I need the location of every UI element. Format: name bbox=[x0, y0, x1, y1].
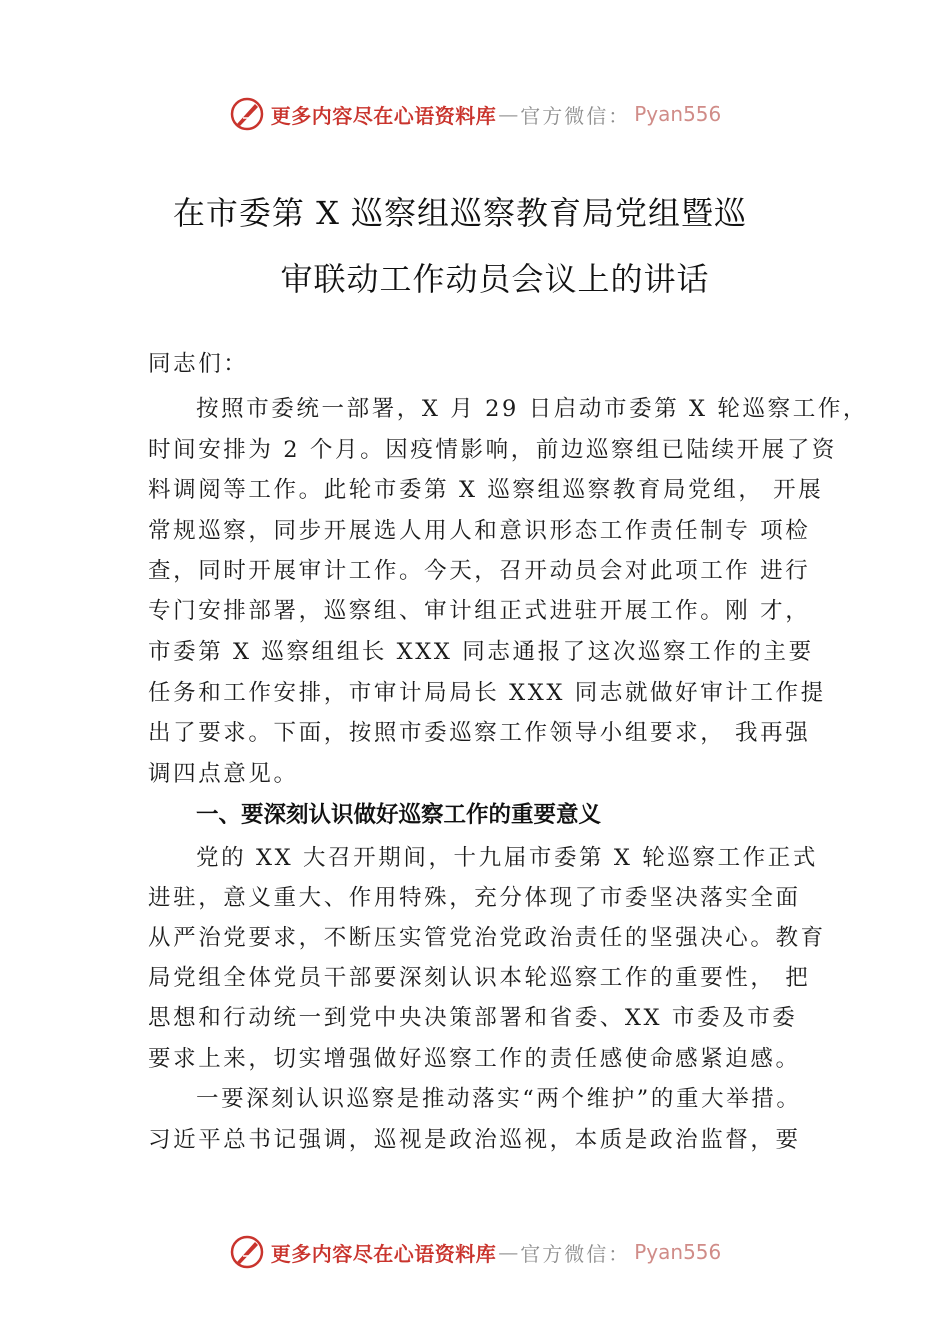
paragraph-line: 思想和行动统一到党中央决策部署和省委、XX 市委及市委 bbox=[148, 1005, 798, 1031]
quill-pen-circle-icon bbox=[229, 96, 265, 132]
footer-watermark bbox=[0, 1232, 950, 1272]
paragraph-line: 局党组全体党员干部要深刻认识本轮巡察工作的重要性， 把 bbox=[148, 965, 811, 991]
paragraph-line: 调四点意见。 bbox=[148, 761, 299, 787]
header-watermark bbox=[0, 94, 950, 134]
document-title-line-2: 审联动工作动员会议上的讲话 bbox=[280, 260, 710, 298]
paragraph-line: 要求上来，切实增强做好巡察工作的责任感使命感紧迫感。 bbox=[148, 1046, 801, 1072]
paragraph-line: 专门安排部署，巡察组、审计组正式进驻开展工作。刚 才， bbox=[148, 598, 811, 624]
document-title-line-1: 在市委第 X 巡察组巡察教育局党组暨巡 bbox=[172, 194, 748, 232]
paragraph-line: 按照市委统一部署，X 月 29 日启动市委第 X 轮巡察工作， bbox=[196, 396, 869, 422]
paragraph-line: 党的 XX 大召开期间，十九届市委第 X 轮巡察工作正式 bbox=[196, 845, 818, 871]
paragraph-line: 查，同时开展审计工作。今天，召开动员会对此项工作 进行 bbox=[148, 558, 811, 584]
watermark-site-text: 更多内容尽在心语资料库 bbox=[270, 1241, 497, 1266]
paragraph-line: 一要深刻认识巡察是推动落实“两个维护”的重大举措。 bbox=[196, 1086, 802, 1112]
paragraph-line: 进驻，意义重大、作用特殊，充分体现了市委坚决落实全面 bbox=[148, 885, 801, 911]
watermark-label: 官方微信： bbox=[520, 1241, 631, 1266]
watermark-separator: — bbox=[498, 102, 519, 126]
paragraph-line: 习近平总书记强调，巡视是政治巡视，本质是政治监督，要 bbox=[148, 1127, 801, 1153]
watermark-wechat-id: Pyan556 bbox=[634, 102, 722, 126]
quill-pen-circle-icon bbox=[229, 1234, 265, 1270]
paragraph-line: 任务和工作安排，市审计局局长 XXX 同志就做好审计工作提 bbox=[148, 680, 826, 706]
salutation: 同志们： bbox=[148, 351, 249, 377]
paragraph-line: 料调阅等工作。此轮市委第 X 巡察组巡察教育局党组， 开展 bbox=[148, 477, 824, 503]
watermark-wechat-id: Pyan556 bbox=[634, 1240, 722, 1264]
watermark-label: 官方微信： bbox=[520, 103, 631, 128]
paragraph-line: 出了要求。下面，按照市委巡察工作领导小组要求， 我再强 bbox=[148, 720, 811, 746]
watermark-site-text: 更多内容尽在心语资料库 bbox=[270, 103, 497, 128]
section-heading-1: 一、要深刻认识做好巡察工作的重要意义 bbox=[196, 802, 602, 828]
paragraph-line: 时间安排为 2 个月。因疫情影响，前边巡察组已陆续开展了资 bbox=[148, 437, 838, 463]
paragraph-line: 从严治党要求，不断压实管党治党政治责任的坚强决心。教育 bbox=[148, 925, 826, 951]
paragraph-line: 常规巡察，同步开展选人用人和意识形态工作责任制专 项检 bbox=[148, 518, 811, 544]
watermark-separator: — bbox=[498, 1240, 519, 1264]
paragraph-line: 市委第 X 巡察组组长 XXX 同志通报了这次巡察工作的主要 bbox=[148, 639, 814, 665]
